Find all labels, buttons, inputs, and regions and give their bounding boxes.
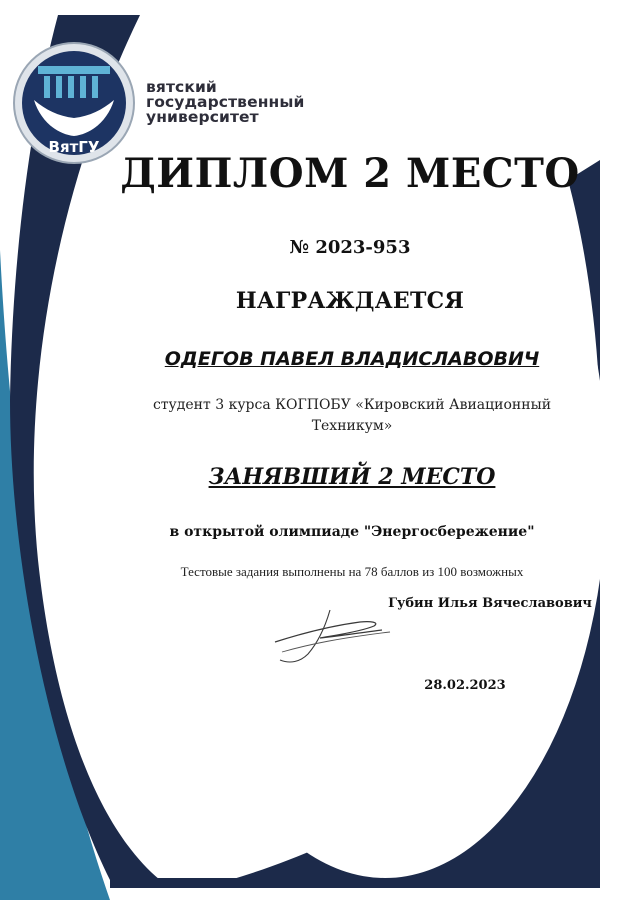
olympiad-name: в открытой олимпиаде "Энергосбережение" bbox=[169, 524, 535, 540]
place-heading: ЗАНЯВШИЙ 2 МЕСТО bbox=[208, 464, 496, 490]
university-name-line-2: государственный bbox=[146, 93, 305, 111]
handwritten-signature bbox=[270, 602, 400, 668]
issue-date: 28.02.2023 bbox=[424, 678, 506, 693]
university-logo bbox=[12, 38, 137, 168]
logo-emblem-text: ВятГУ bbox=[48, 138, 100, 156]
test-result: Тестовые задания выполнены на 78 баллов из 100 возможных bbox=[180, 564, 524, 579]
university-name bbox=[146, 80, 304, 125]
university-name-line-3: университет bbox=[146, 108, 259, 126]
navy-bottom-band bbox=[110, 878, 600, 888]
awarded-heading: НАГРАЖДАЕТСЯ bbox=[235, 288, 465, 314]
recipient-name: ОДЕГОВ ПАВЕЛ ВЛАДИСЛАВОВИЧ bbox=[164, 348, 540, 370]
university-name-line-1: вятский bbox=[146, 78, 217, 96]
signer-name: Губин Илья Вячеславович bbox=[388, 596, 592, 611]
recipient-description: студент 3 курса КОГПОБУ «Кировский Авиационный Техникум» bbox=[152, 397, 552, 434]
diploma-number: № 2023-953 bbox=[289, 237, 411, 258]
diploma-title: ДИПЛОМ 2 МЕСТО bbox=[120, 150, 580, 197]
